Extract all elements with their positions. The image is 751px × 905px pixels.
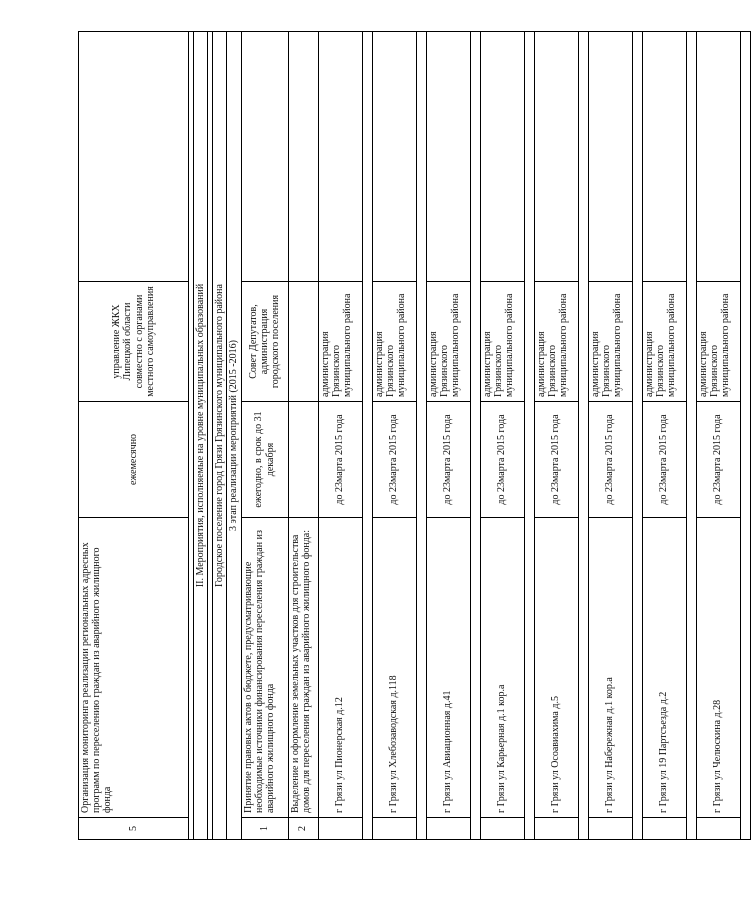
spacer-cell [416, 32, 426, 840]
spacer-cell [578, 32, 588, 840]
house-row [426, 32, 470, 840]
section-row [194, 32, 208, 840]
blank-row [632, 32, 642, 840]
empty-cell [642, 818, 686, 840]
empty-cell [79, 32, 189, 282]
address-cell: г Грязи ул Пионерская д.12 [318, 518, 362, 818]
empty-cell [318, 32, 362, 282]
empty-cell [534, 818, 578, 840]
row-number: 2 [288, 818, 318, 840]
term-cell: до 23марта 2015 года [480, 402, 524, 518]
responsible-cell: администрация Грязинского муниципального района [642, 282, 686, 402]
responsible-cell: администрация Грязинского муниципального района [534, 282, 578, 402]
row-number: 5 [79, 818, 189, 840]
term-cell: до 23марта 2015 года [318, 402, 362, 518]
responsible-cell: администрация Грязинского муниципального района [588, 282, 632, 402]
address-cell: г Грязи ул 19 Партсъезда д.2 [642, 518, 686, 818]
empty-cell [588, 818, 632, 840]
blank-row [740, 32, 750, 840]
rotated-page [78, 32, 731, 840]
term-cell: до 23марта 2015 года [534, 402, 578, 518]
responsible-cell: администрация Грязинского муниципального района [696, 282, 740, 402]
empty-cell [288, 32, 318, 282]
term-cell: до 23марта 2015 года [696, 402, 740, 518]
blank-row [470, 32, 480, 840]
event-cell: Организация мониторинга реализации региональных адресных программ по переселению граждан из аварийного жилищного фонда [79, 518, 189, 818]
empty-cell [241, 32, 288, 282]
address-cell: г Грязи ул Осоавиахима д.5 [534, 518, 578, 818]
empty-cell [372, 818, 416, 840]
empty-cell [696, 32, 740, 282]
address-cell: г Грязи ул Хлебозаводская д.118 [372, 518, 416, 818]
responsible-cell: управление ЖКХ Липецкой области совместно с органами местного самоуправления [79, 282, 189, 402]
house-row [696, 32, 740, 840]
empty-cell [288, 282, 318, 402]
house-row [318, 32, 362, 840]
spacer-cell [686, 32, 696, 840]
spacer-cell [632, 32, 642, 840]
empty-cell [480, 818, 524, 840]
house-row [480, 32, 524, 840]
term-cell: ежемесячно [79, 402, 189, 518]
blank-row [686, 32, 696, 840]
empty-cell [318, 818, 362, 840]
term-cell: до 23марта 2015 года [426, 402, 470, 518]
activities-table [78, 31, 751, 840]
row-number: 1 [241, 818, 288, 840]
address-cell: г Грязи ул Набережная д.1 кор.а [588, 518, 632, 818]
blank-row [578, 32, 588, 840]
blank-row [524, 32, 534, 840]
stage-row [227, 32, 241, 840]
empty-cell [426, 32, 470, 282]
spacer-cell [470, 32, 480, 840]
responsible-cell: Совет Депутатов, администрация городского поселения [241, 282, 288, 402]
term-cell: ежегодно, в срок до 31 декабря [241, 402, 288, 518]
settlement-row [213, 32, 227, 840]
empty-cell [588, 32, 632, 282]
settlement-title: Городское поселение город Грязи Грязинского муниципального района [213, 32, 227, 840]
empty-cell [426, 818, 470, 840]
empty-cell [642, 32, 686, 282]
house-row [534, 32, 578, 840]
blank-row [362, 32, 372, 840]
responsible-cell: администрация Грязинского муниципального района [372, 282, 416, 402]
empty-cell [534, 32, 578, 282]
responsible-cell: администрация Грязинского муниципального района [480, 282, 524, 402]
empty-cell [696, 818, 740, 840]
term-cell: до 23марта 2015 года [372, 402, 416, 518]
house-row [588, 32, 632, 840]
table-row-1 [241, 32, 288, 840]
table-row-2 [288, 32, 318, 840]
address-cell: г Грязи ул Карьерная д.1 кор.а [480, 518, 524, 818]
address-cell: г Грязи ул Авиационная д.41 [426, 518, 470, 818]
spacer-cell [524, 32, 534, 840]
empty-cell [480, 32, 524, 282]
house-row [642, 32, 686, 840]
term-cell: до 23марта 2015 года [588, 402, 632, 518]
address-cell: г Грязи ул Челюскина д.28 [696, 518, 740, 818]
spacer-cell [362, 32, 372, 840]
event-cell: Выделение и оформление земельных участков для строительства домов для переселения граждан из аварийного жилищного фонда: [288, 518, 318, 818]
spacer-cell [740, 32, 750, 840]
table-row-5 [79, 32, 189, 840]
term-cell: до 23марта 2015 года [642, 402, 686, 518]
empty-cell [288, 402, 318, 518]
responsible-cell: администрация Грязинского муниципального района [318, 282, 362, 402]
section-title: II. Мероприятия, исполняемые на уровне муниципальных образований [194, 32, 208, 840]
empty-cell [372, 32, 416, 282]
responsible-cell: администрация Грязинского муниципального района [426, 282, 470, 402]
event-cell: Принятие правовых актов о бюджете, предусматривающие необходимые источники финансирования переселения граждан из аварийного жилищного фонда [241, 518, 288, 818]
stage-title: 3 этап реализации мероприятий (2015 -2016) [227, 32, 241, 840]
blank-row [416, 32, 426, 840]
house-row [372, 32, 416, 840]
